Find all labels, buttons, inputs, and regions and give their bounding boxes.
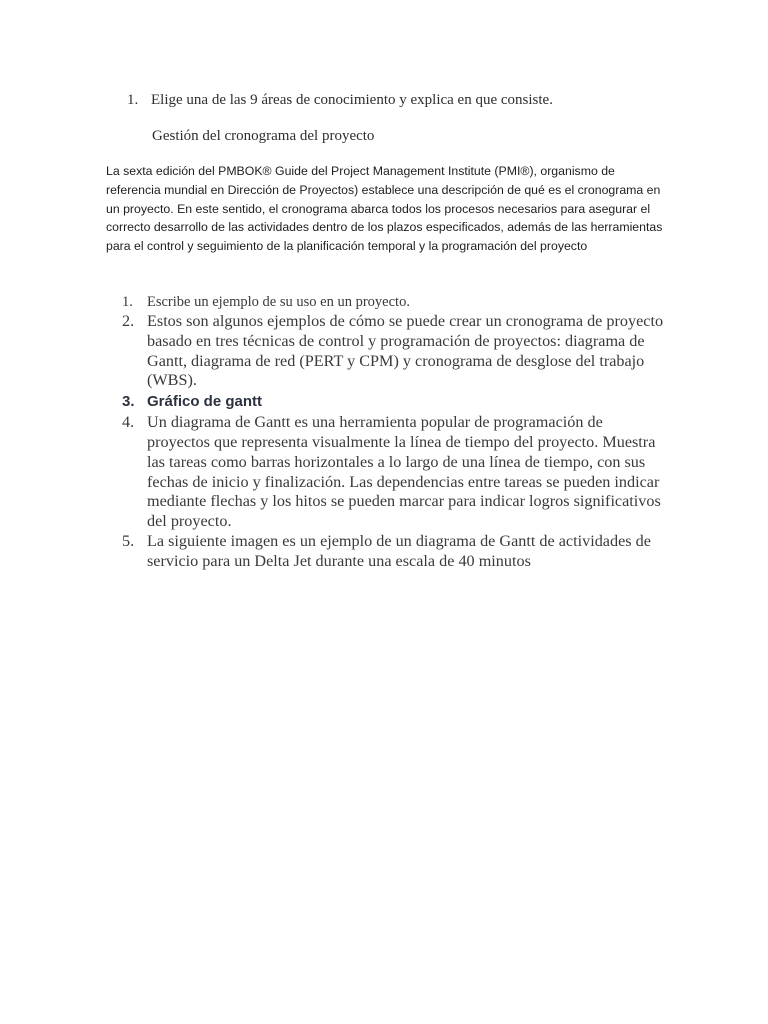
list-item xyxy=(122,413,667,532)
question-1-number: 1. xyxy=(127,92,139,108)
list-item xyxy=(122,292,667,312)
list-item xyxy=(122,532,667,572)
list-item-number: 1. xyxy=(122,294,133,310)
question-1-text: Elige una de las 9 áreas de conocimiento y explica en que consiste. xyxy=(151,92,553,108)
list-item-number: 2. xyxy=(122,312,135,330)
list-heading-text: Gráfico de gantt xyxy=(147,393,263,411)
body-paragraph: La sexta edición del PMBOK® Guide del Project Management Institute (PMI®), organismo de referencia mundial en Dirección de Proyectos) establece una descripción de qué es el cronograma en un proyecto. En este sentido, el cronograma abarca todos los procesos necesarios para asegurar el correcto desarrollo de las actividades dentro de los plazos especificados, además de las herramientas para el control y seguimiento de la planificación temporal y la programación del proyecto xyxy=(106,164,663,254)
list-item-number: 3. xyxy=(122,393,135,411)
list-item-text: Escribe un ejemplo de su uso en un proyecto. xyxy=(147,294,410,310)
list-item xyxy=(122,312,667,391)
list-item-text: La siguiente imagen es un ejemplo de un diagrama de Gantt de actividades de servicio para un Delta Jet durante una escala de 40 minutos xyxy=(147,531,651,570)
list-item-number: 4. xyxy=(122,413,135,432)
list-item-text: Estos son algunos ejemplos de cómo se puede crear un cronograma de proyecto basado en tres técnicas de control y programación de proyectos: diagrama de Gantt, diagrama de red (PERT y CPM) y cronograma de desglose del trabajo (WBS). xyxy=(147,312,664,390)
list-item-text: Un diagrama de Gantt es una herramienta popular de programación de proyectos que representa visualmente la línea de tiempo del proyecto. Muestra las tareas como barras horizontales a lo largo de una línea de tiempo, con sus fechas de inicio y finalización. Las dependencias entre tareas se pueden indicar mediante flechas y los hitos se pueden marcar para indicar logros significativos del proyecto. xyxy=(147,413,661,531)
question-1 xyxy=(127,91,707,110)
list-heading-item xyxy=(122,391,667,413)
section-subtitle: Gestión del cronograma del proyecto xyxy=(152,128,375,144)
list-item-number: 5. xyxy=(122,531,135,550)
numbered-list xyxy=(122,292,667,572)
